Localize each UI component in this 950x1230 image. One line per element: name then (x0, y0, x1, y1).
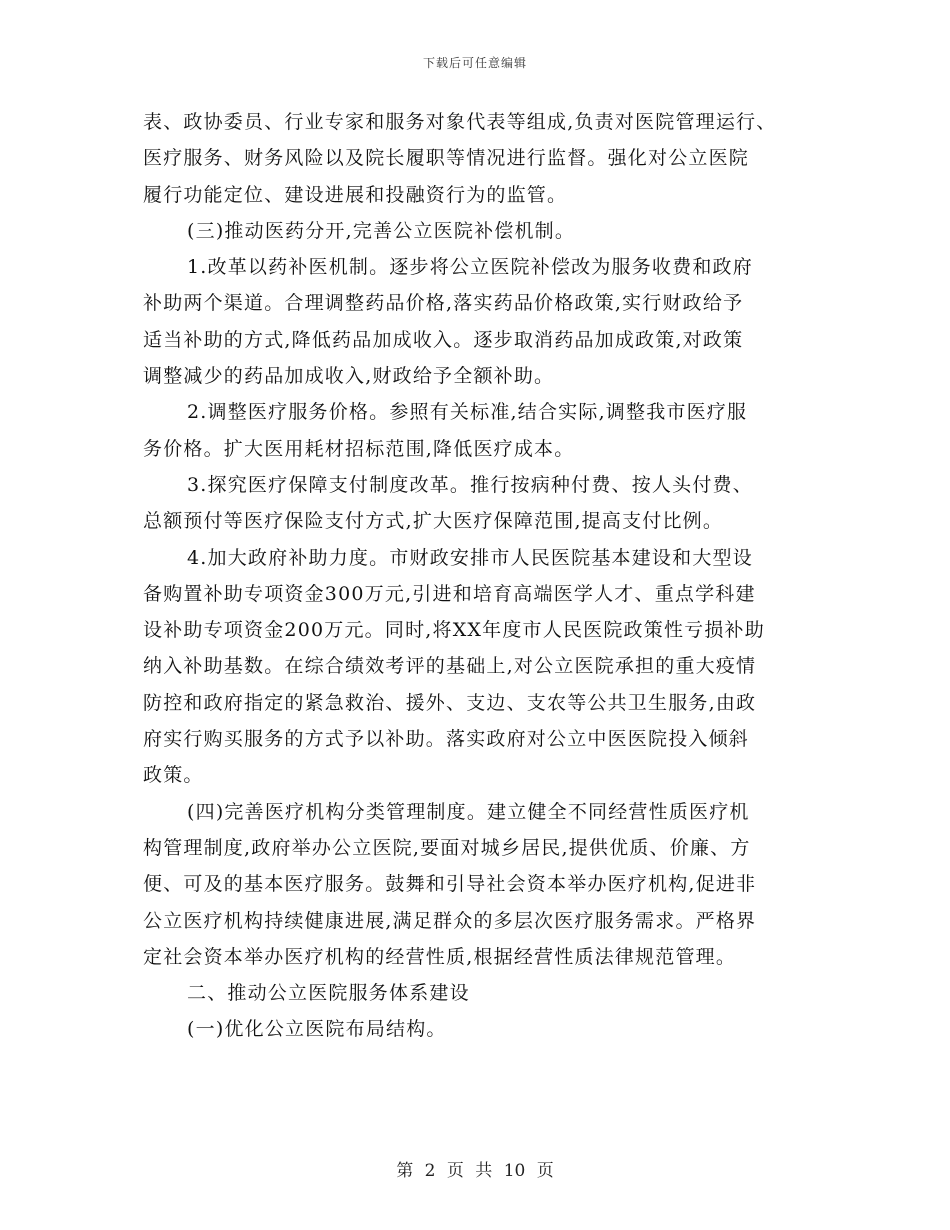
text-line: 4.加大政府补助力度。市财政安排市人民医院基本建设和大型设 (187, 546, 753, 569)
text-line: 府实行购买服务的方式予以补助。落实政府对公立中医医院投入倾斜 (143, 728, 750, 751)
text-line: 便、可及的基本医疗服务。鼓舞和引导社会资本举办医疗机构,促进非 (143, 873, 757, 896)
section-heading: (四)完善医疗机构分类管理制度。建立健全不同经营性质医疗机 (187, 800, 750, 823)
text-line: 公立医疗机构持续健康进展,满足群众的多层次医疗服务需求。严格界 (143, 909, 757, 932)
text-line: 定社会资本举办医疗机构的经营性质,根据经营性质法律规范管理。 (143, 945, 737, 968)
text-line: 构管理制度,政府举办公立医院,要面对城乡居民,提供优质、价廉、方 (143, 836, 751, 859)
section-heading: 二、推动公立医院服务体系建设 (187, 982, 470, 1005)
text-line: 纳入补助基数。在综合绩效考评的基础上,对公立医院承担的重大疫情 (143, 655, 757, 678)
text-line: 总额预付等医疗保险支付方式,扩大医疗保障范围,提高支付比例。 (143, 510, 724, 533)
section-heading: (一)优化公立医院布局结构。 (187, 1018, 447, 1041)
text-line: 医疗服务、财务风险以及院长履职等情况进行监督。强化对公立医院 (143, 147, 750, 170)
text-line: 补助两个渠道。合理调整药品价格,落实药品价格政策,实行财政给予 (143, 292, 744, 315)
text-line: 适当补助的方式,降低药品加成收入。逐步取消药品加成政策,对政策 (143, 328, 744, 351)
section-heading: (三)推动医药分开,完善公立医院补偿机制。 (187, 219, 576, 242)
text-line: 政策。 (143, 764, 204, 787)
document-body (143, 104, 823, 1048)
text-line: 表、政协委员、行业专家和服务对象代表等组成,负责对医院管理运行、 (143, 111, 777, 133)
page-number: 第 2 页 共 10 页 (396, 1161, 554, 1181)
text-line: 2.调整医疗服务价格。参照有关标准,结合实际,调整我市医疗服 (187, 401, 748, 424)
text-line: 备购置补助专项资金300万元,引进和培育高端医学人才、重点学科建 (143, 582, 756, 605)
text-line: 务价格。扩大医用耗材招标范围,降低医疗成本。 (143, 437, 575, 460)
text-line: 履行功能定位、建设进展和投融资行为的监管。 (143, 183, 568, 206)
text-line: 调整减少的药品加成收入,财政给予全额补助。 (143, 365, 555, 388)
text-line: 1.改革以药补医机制。逐步将公立医院补偿改为服务收费和政府 (187, 256, 753, 279)
page-header: 下载后可任意编辑 (422, 56, 527, 70)
text-line: 防控和政府指定的紧急救治、援外、支边、支农等公共卫生服务,由政 (143, 691, 757, 714)
text-line: 3.探究医疗保障支付制度改革。推行按病种付费、按人头付费、 (187, 473, 753, 496)
text-line: 设补助专项资金200万元。同时,将XX年度市人民医院政策性亏损补助 (143, 619, 765, 642)
